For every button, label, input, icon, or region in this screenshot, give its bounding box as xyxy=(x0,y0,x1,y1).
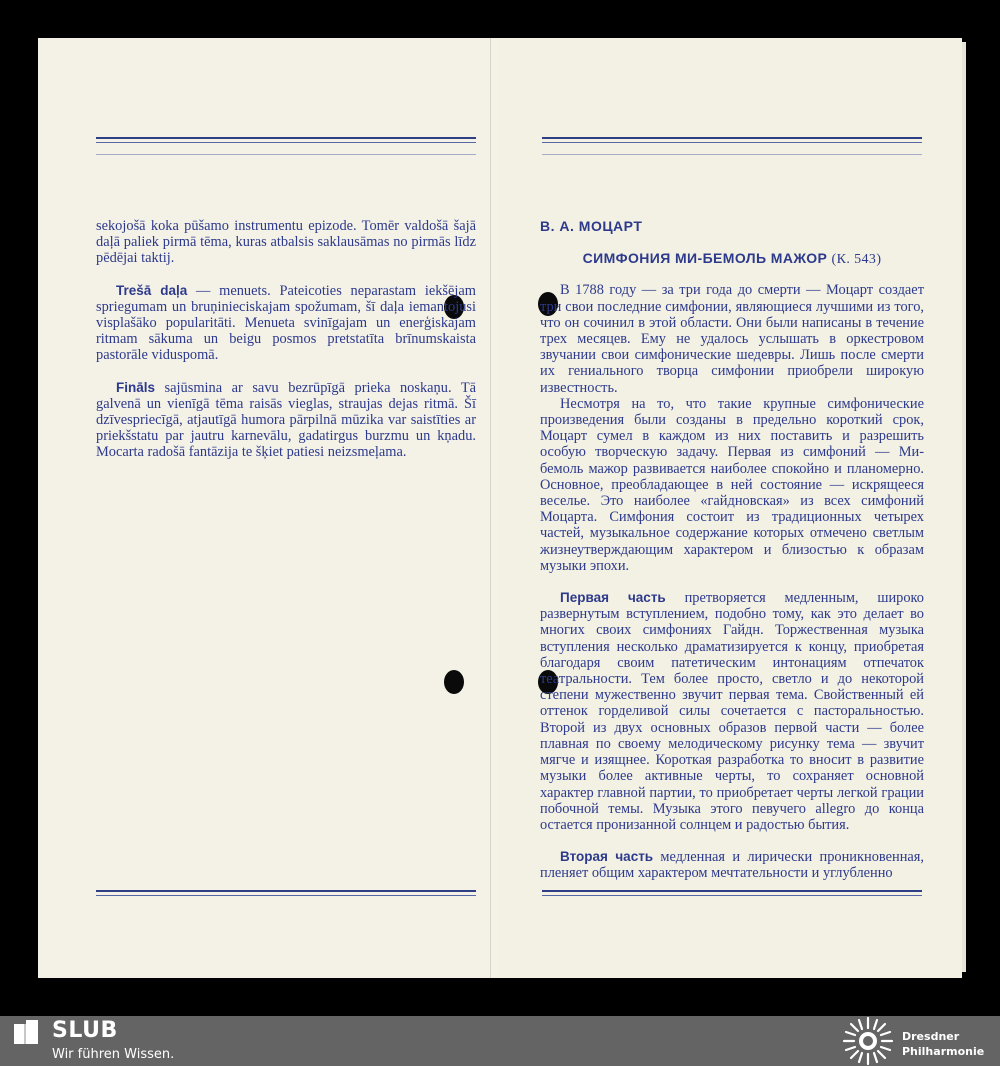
top-rule-right-faint xyxy=(542,154,922,155)
section-lead: Trešā daļa xyxy=(116,282,188,298)
top-rule-right xyxy=(542,137,922,139)
philharmonie-sunburst-icon[interactable] xyxy=(842,1016,894,1066)
paragraph: sekojošā koka pūšamo instrumentu epizode. Tomēr valdošā šajā daļā paliek pirmā tēma, kuras atbalsis saklausāmas no pirmās līdz pēdējai taktij. xyxy=(96,218,476,267)
paragraph-text: sajūsmina ar savu bezrūpīgā prieka noskaņu. Tā galvenā un vienīgā tēma raisās vieglas, straujas dejas ritmā. Šī dzīvespriecīgā, atjautīgā humora pārpilnā mūzika var saistīties ar priekšstatu par jautru karnevālu, gadatirgus burzmu un kņadu. Mocarta radošā fantāzija te šķiet patiesi neizsmeļama. xyxy=(96,379,476,461)
top-rule-left-faint xyxy=(96,154,476,155)
section-lead: Fināls xyxy=(116,379,156,395)
paragraph-text: медленная и лирически проникновенная, пленяет общим характером мечтательности и углубленно xyxy=(540,849,924,882)
paragraph-text: претворяется медленным, широко развернутым вступлением, подобно тому, как это делает во многих своих симфониях Гайдн. Торжественная музыка вступления несколько драматизируется к концу, приобретая благодаря своим патетическим интонациям отпечаток театральности. Тем более просто, светло и до некоторой степени мужественно звучит первая тема. Свойственный ей оттенок горделивой силы сочетается с пасторальностью. Второй из двух основных образов первой части — более плавная по своему мелодическому рисунку тема — звучит мягче и изящнее. Короткая разработка то вносит в развитие музыки более активные черты, то сохраняет основной характер главной партии, то приобретает черты легкой грации побочной темы. Музыка этого певучего allegro до конца остается пронизанной солнцем и радостью бытия. xyxy=(540,590,925,833)
section-lead: Первая часть xyxy=(560,590,666,606)
paragraph: Несмотря на то, что такие крупные симфонические произведения были созданы в предельно короткий срок, Моцарт сумел в каждом из них поставить и разрешить особую творческую задачу. Первая из симфоний — Ми-бемоль мажор развивается наиболее спокойно и планомерно. Основное, преобладающее в ней состояние — искрящееся веселье. Это наиболее «гайдновская» из всех симфоний Моцарта. Симфония состоит из традиционных четырех частей, музыкальное содержание которых отмечено светлым жизнеутверждающим характером и близостью к образам музыки эпохи. xyxy=(540,395,924,574)
top-rule-right-thin xyxy=(542,142,922,143)
slub-book-icon[interactable] xyxy=(12,1020,40,1046)
symphony-title-text: СИМФОНИЯ МИ-БЕМОЛЬ МАЖОР xyxy=(582,250,828,267)
page-edge xyxy=(962,42,966,972)
section-lead: Вторая часть xyxy=(560,849,654,865)
top-rule-left-thin xyxy=(96,142,476,143)
latvian-text-column xyxy=(96,218,476,461)
symphony-title xyxy=(540,250,924,268)
paragraph xyxy=(96,283,476,364)
paragraph xyxy=(96,380,476,461)
bottom-rule-left-thin xyxy=(96,895,476,896)
catalog-number: (К. 543) xyxy=(831,252,882,268)
paragraph xyxy=(540,849,924,881)
paragraph: В 1788 году — за три года до смерти — Моцарт создает три свои последние симфонии, являющиеся лучшими из того, что он сочинил в этой области. Они были написаны в течение трех месяцев. Ему не удалось услышать в оркестровом звучании свои симфонические шедевры. Лишь после смерти их гениального творца симфонии приобрели широкую известность. xyxy=(540,282,924,396)
top-rule-left xyxy=(96,137,476,139)
partner-name-line2: Philharmonie xyxy=(902,1045,985,1058)
russian-text-column xyxy=(540,218,924,882)
bottom-rule-right xyxy=(542,890,922,892)
bottom-rule-left xyxy=(96,890,476,892)
slub-tagline: Wir führen Wissen. xyxy=(52,1047,175,1062)
page-fold xyxy=(490,38,491,978)
punch-hole xyxy=(444,670,464,694)
paragraph-text: — menuets. Pateicoties neparastam iekšējam spriegumam un bruņinieciskajam spožumam, šī daļa iemantojusi visplašāko popularitāti. Menueta svinīgajam un enerģiskajam ritmam sākuma un beigu posmos pretstatīta brīnumskaista pastorāle viduspomā. xyxy=(96,282,476,364)
left-page xyxy=(38,38,498,978)
paragraph xyxy=(540,590,924,833)
slub-brand[interactable]: SLUB xyxy=(52,1018,118,1043)
author-heading: В. А. МОЦАРТ xyxy=(540,218,643,234)
partner-name-line1: Dresdner xyxy=(902,1030,960,1043)
bottom-rule-right-thin xyxy=(542,895,922,896)
